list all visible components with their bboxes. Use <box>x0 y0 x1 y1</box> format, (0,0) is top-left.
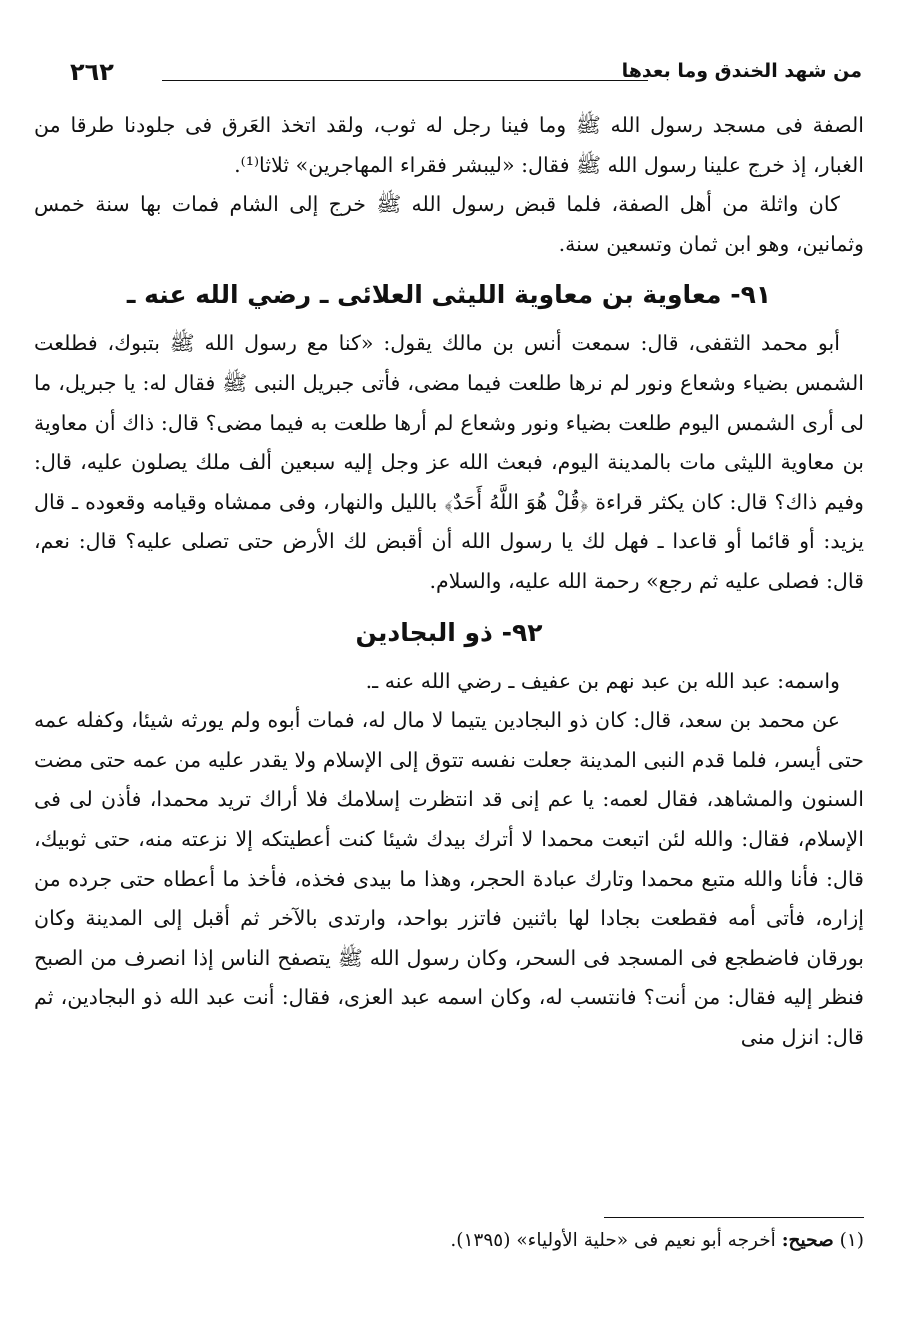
paragraph-section-92: عن محمد بن سعد، قال: كان ذو البجادين يتيما لا مال له، فمات أبوه ولم يورثه شيئا، وكفله عمه حتى أيسر، فلما قدم النبى المدينة جعلت نفسه تتوق إلى الإسلام ولا يقدر عليه من عمه حتى مضت السنون والمشاهد، فقال لعمه: يا عم إنى قد انتظرت إسلامك فلا أراك تريد محمدا، فأذن لى فى الإسلام، فقال: والله لئن اتبعت محمدا لا أترك بيدك شيئا كنت أعطيتكه إلا نزعته منه، حتى ثوبيك، قال: فأنا والله متبع محمدا وتارك عبادة الحجر، وهذا ما بيدى فخذه، فأخذ ما أعطاه حتى جرده من إزاره، فأتى أمه فقطعت بجادا لها باثنين فاتزر بواحد، وارتدى بالآخر ثم أقبل إلى المدينة وكان بورقان فاضطجع فى المسجد فى السحر، وكان رسول الله ﷺ يتصفح الناس إذا انصرف من الصبح فنظر إليه فقال: من أنت؟ فانتسب له، وكان اسمه عبد العزى، فقال: أنت عبد الله ذو البجادين، ثم قال: انزل منى <box>34 708 864 1049</box>
page-body <box>34 106 864 1216</box>
page-number: ٢٦٢ <box>70 58 114 86</box>
footnote-text: أخرجه أبو نعيم فى «حلية الأولياء» (١٣٩٥). <box>450 1230 776 1251</box>
paragraph-wathila: كان واثلة من أهل الصفة، فلما قبض رسول الله ﷺ خرج إلى الشام فمات بها سنة خمس وثمانين، وهو ابن ثمان وتسعين سنة. <box>34 192 864 256</box>
paragraph-name-line: واسمه: عبد الله بن عبد نهم بن عفيف ـ رضي الله عنه ـ. <box>365 668 840 693</box>
footnote-rule <box>604 1217 864 1218</box>
section-heading-92: ٩٢- ذو البجادين <box>355 617 543 647</box>
footnote <box>44 1226 864 1256</box>
section-heading-91: ٩١- معاوية بن معاوية الليثى العلائى ـ رضي الله عنه ـ <box>126 280 772 310</box>
header-rule <box>162 80 648 81</box>
paragraph-continuation: الصفة فى مسجد رسول الله ﷺ وما فينا رجل له ثوب، ولقد اتخذ العَرق فى جلودنا طرقا من الغبار، إذ خرج علينا رسول الله ﷺ فقال: «ليبشر فقراء المهاجرين» ثلاثا⁽¹⁾. <box>34 113 864 177</box>
running-title: من شهد الخندق وما بعدها <box>621 60 862 82</box>
footnote-marker: (١) <box>839 1230 864 1251</box>
paragraph-section-91: أبو محمد الثقفى، قال: سمعت أنس بن مالك يقول: «كنا مع رسول الله ﷺ بتبوك، فطلعت الشمس بضياء وشعاع ونور لم نرها طلعت فيما مضى، فأتى جبريل النبى ﷺ فقال له: يا جبريل، ما لى أرى الشمس اليوم طلعت بضياء ونور وشعاع لم أرها طلعت به فيما مضى؟ قال: ذاك أن معاوية بن معاوية الليثى مات بالمدينة اليوم، فبعث الله عز وجل إليه سبعين ألف ملك يصلون عليه، قال: وفيم ذاك؟ قال: كان يكثر قراءة ﴿قُلْ هُوَ اللَّهُ أَحَدٌ﴾ بالليل والنهار، وفى ممشاه وقيامه وقعوده ـ قال يزيد: أو قائما أو قاعدا ـ فهل لك يا رسول الله أن أقبض لك الأرض حتى تصلى عليه؟ قال: نعم، قال: فصلى عليه ثم رجع» رحمة الله عليه، والسلام. <box>34 331 864 593</box>
footnote-label: صحيح: <box>781 1230 834 1251</box>
page-header <box>70 58 862 92</box>
